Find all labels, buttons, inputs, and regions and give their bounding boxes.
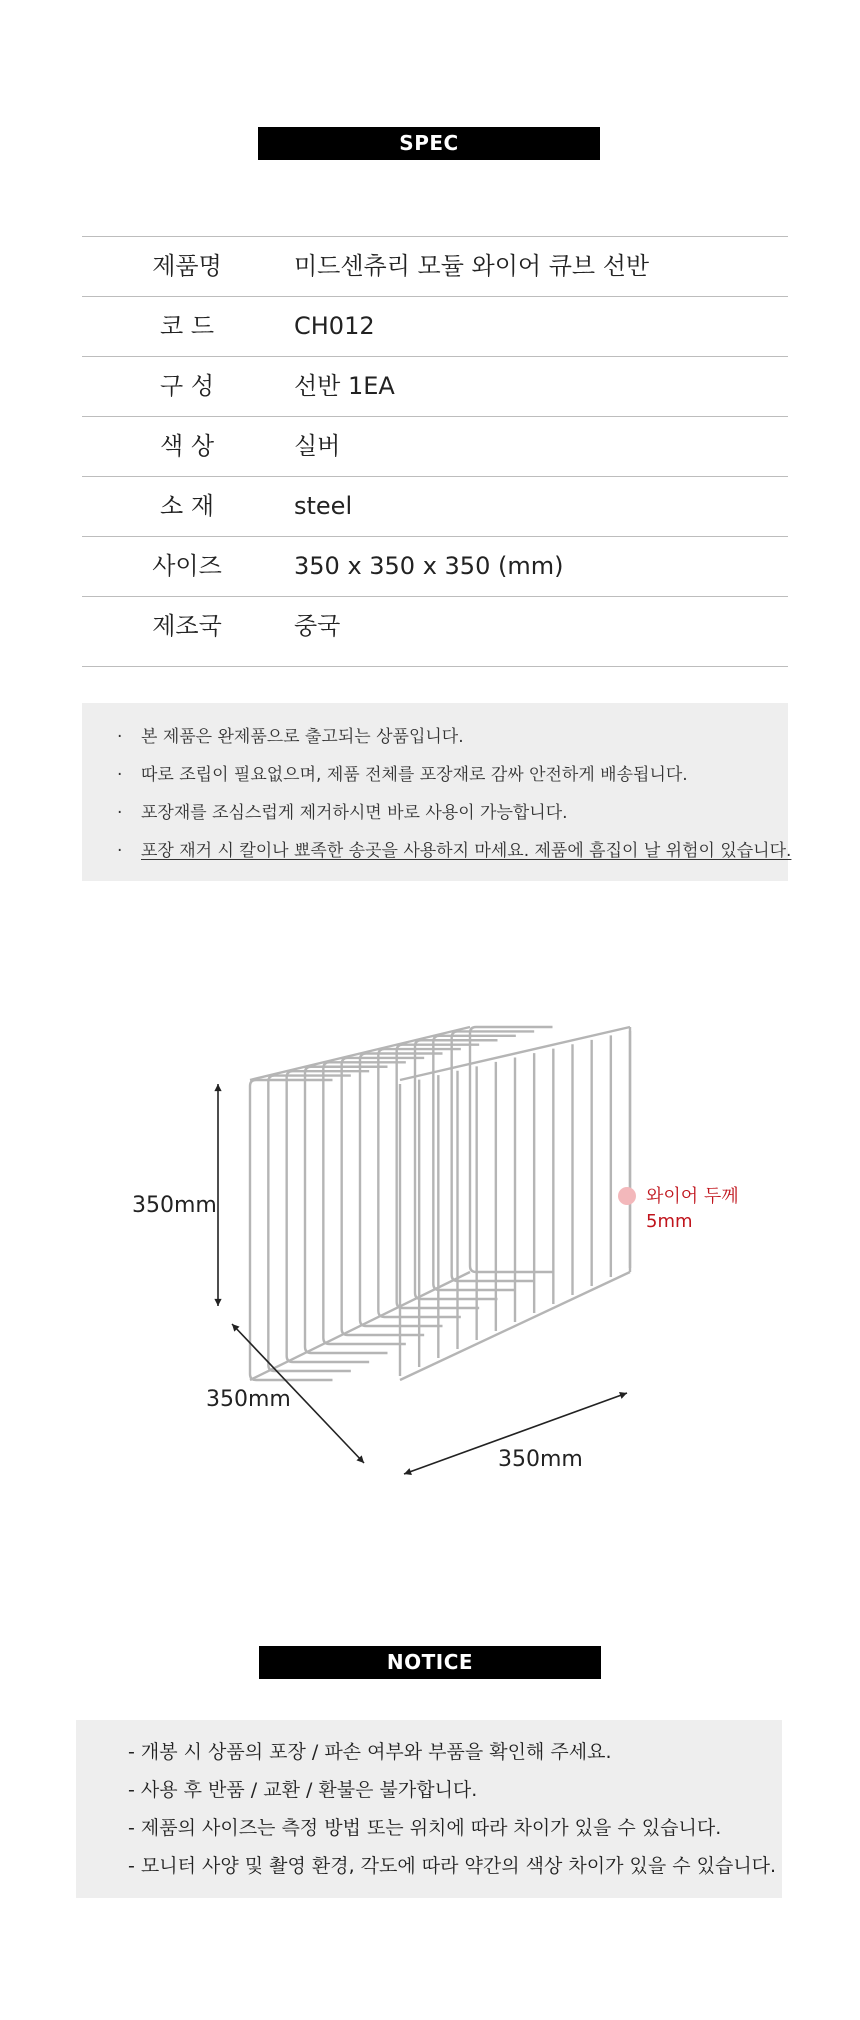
notice-item: - 개봉 시 상품의 포장 / 파손 여부와 부품을 확인해 주세요.: [128, 1741, 612, 1763]
note-bullet: ·: [117, 841, 123, 861]
wire-loop: [342, 1058, 425, 1335]
spec-value: 선반 1EA: [294, 372, 395, 400]
notice-box: [76, 1720, 782, 1898]
spec-heading: SPEC: [258, 127, 600, 160]
wire-cube-drawing: [250, 1027, 630, 1380]
wire-loop: [250, 1080, 333, 1380]
note-item: [117, 760, 688, 785]
width-dimension-label: 350mm: [498, 1447, 583, 1472]
note-item: [117, 836, 791, 861]
note-text: 본 제품은 완제품으로 출고되는 상품입니다.: [141, 727, 464, 747]
wire-loop: [268, 1076, 351, 1371]
spec-value: steel: [294, 492, 353, 520]
product-notes-box: [82, 703, 792, 881]
note-item: [117, 722, 464, 747]
note-text-warning: 포장 재거 시 칼이나 뾰족한 송곳을 사용하지 마세요. 제품에 흠집이 날 위험이 있습니다.: [141, 841, 792, 861]
wire-thickness-label-line2: 5mm: [646, 1211, 693, 1232]
wire-thickness-label: [646, 1184, 739, 1234]
spec-value: 실버: [294, 432, 341, 460]
spec-row-material: [82, 477, 788, 537]
notice-item: - 모니터 사양 및 촬영 환경, 각도에 따라 약간의 색상 차이가 있을 수 있습니다.: [128, 1855, 777, 1877]
spec-row-origin: [82, 597, 788, 667]
spec-label: 구 성: [160, 372, 214, 400]
spec-row-code: [82, 297, 788, 357]
spec-label: 색 상: [160, 432, 214, 460]
spec-row-size: [82, 537, 788, 597]
spec-value: 350 x 350 x 350 (mm): [294, 552, 564, 580]
wire-rail: [250, 1027, 470, 1080]
spec-table: [82, 236, 788, 667]
spec-value: 미드센츄리 모듈 와이어 큐브 선반: [294, 252, 650, 280]
note-bullet: ·: [117, 765, 123, 785]
wire-thickness-marker: [618, 1187, 636, 1205]
spec-label: 제품명: [152, 252, 222, 280]
dimension-arrows: [218, 1084, 627, 1474]
spec-row-product-name: [82, 237, 788, 297]
wire-loop: [323, 1062, 406, 1344]
depth-dimension-label: 350mm: [206, 1387, 291, 1412]
wire-rail: [400, 1027, 630, 1080]
note-bullet: ·: [117, 803, 123, 823]
spec-label: 사이즈: [152, 552, 222, 580]
spec-value: CH012: [294, 312, 375, 340]
arrow-head: [619, 1392, 627, 1399]
note-item: [117, 798, 568, 823]
spec-label: 코 드: [160, 312, 214, 340]
spec-row-color: [82, 417, 788, 477]
wire-loop: [378, 1049, 461, 1317]
wire-loop: [470, 1027, 553, 1272]
spec-label: 소 재: [160, 492, 214, 520]
note-bullet: ·: [117, 727, 123, 747]
notice-item: - 제품의 사이즈는 측정 방법 또는 위치에 따라 차이가 있을 수 있습니다.: [128, 1817, 722, 1839]
wire-rail: [250, 1272, 470, 1380]
wire-rail: [400, 1272, 630, 1380]
arrow-head: [232, 1324, 240, 1332]
wire-loop: [360, 1054, 443, 1327]
notice-item: - 사용 후 반품 / 교환 / 환불은 불가합니다.: [128, 1779, 478, 1801]
arrow-heads: [214, 1084, 627, 1475]
note-text: 포장재를 조심스럽게 제거하시면 바로 사용이 가능합니다.: [141, 803, 568, 823]
spec-row-composition: [82, 357, 788, 417]
wire-loop: [415, 1040, 498, 1299]
wire-thickness-label-line1: 와이어 두께: [646, 1186, 739, 1207]
notice-heading: NOTICE: [259, 1646, 601, 1679]
arrow-head: [356, 1455, 364, 1463]
wire-loop: [397, 1045, 480, 1308]
height-dimension-label: 350mm: [132, 1193, 217, 1218]
arrow-head: [404, 1468, 412, 1475]
wire-loop: [433, 1036, 515, 1290]
spec-label: 제조국: [152, 612, 222, 640]
spec-value: 중국: [294, 612, 341, 640]
wire-loop: [305, 1067, 388, 1353]
arrow-head: [214, 1299, 221, 1306]
arrow-head: [214, 1084, 221, 1091]
note-text: 따로 조립이 필요없으며, 제품 전체를 포장재로 감싸 안전하게 배송됩니다.: [141, 765, 688, 785]
wire-loop: [287, 1071, 370, 1362]
wire-loop: [452, 1031, 535, 1281]
